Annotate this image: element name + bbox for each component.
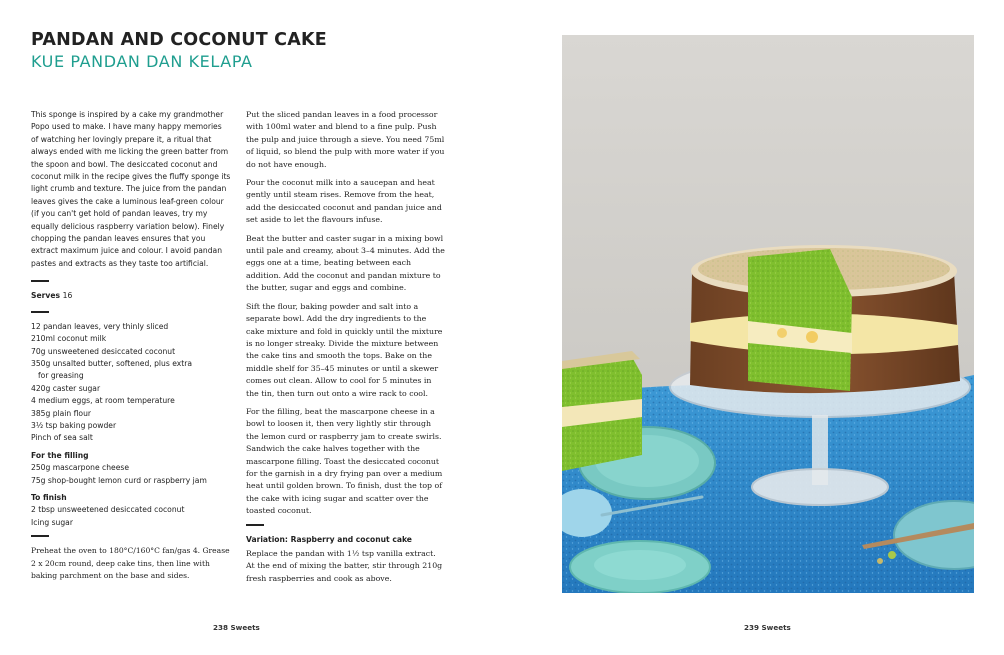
cake-photo — [562, 35, 974, 593]
ingredient-item: for greasing — [38, 371, 84, 381]
left-column — [31, 109, 231, 582]
recipe-subtitle: KUE PANDAN DAN KELAPA — [31, 52, 253, 71]
finish-heading: To finish — [31, 492, 67, 502]
ingredient-item: 4 medium eggs, at room temperature — [31, 396, 175, 406]
ingredient-item: 385g plain flour — [31, 408, 92, 418]
ingredient-item: 3½ tsp baking powder — [31, 420, 117, 430]
serves-line — [31, 290, 231, 302]
divider-rule — [31, 280, 49, 282]
recipe-title: PANDAN AND COCONUT CAKE — [31, 30, 327, 50]
method-step: Preheat the oven to 180°C/160°C fan/gas 4. Grease 2 x 20cm round, deep cake tins, then line with baking parchment on the base and sides. — [31, 546, 230, 580]
right-column — [246, 109, 446, 585]
finish-list — [31, 504, 231, 529]
filling-heading: For the filling — [31, 450, 89, 460]
method-step: Pour the coconut milk into a saucepan and heat gently until steam rises. Remove from the heat, add the desiccated coconut and pandan juice and set aside to let the flavours infuse. — [246, 178, 442, 225]
method-step: Sift the flour, baking powder and salt into a separate bowl. Add the dry ingredients to the cake mixture and fold in quickly until the mixture is no longer streaky. Divide the mixture between the cake tins and smooth the tops. Bake on the middle shelf for 35–45 minutes or until a skewer comes out clean. Allow to cool for 5 minutes in the tin, then turn out onto a wire rack to cool. — [246, 301, 443, 398]
page-number-right: 239 Sweets — [744, 623, 791, 632]
method-step: For the filling, beat the mascarpone cheese in a bowl to loosen it, then very lightly stir through the lemon curd or raspberry jam to create swirls. Sandwich the cake halves together with the mascarpone filling. Toast the desiccated coconut for the garnish in a dry frying pan over a medium heat until golden brown. To finish, dust the top of the cake with icing sugar and scatter over the toasted coconut. — [246, 406, 443, 516]
ingredient-item: 250g mascarpone cheese — [31, 463, 130, 473]
divider-rule — [31, 311, 49, 313]
ingredient-item: 210ml coconut milk — [31, 334, 107, 344]
cake-slice — [562, 351, 642, 471]
method-step: Beat the butter and caster sugar in a mixing bowl until pale and creamy, about 3–4 minutes. Add the eggs one at a time, beating between each addition. Add the coconut and pandan mixture to the butter, sugar and eggs and combine. — [246, 233, 445, 293]
ingredient-item: 420g caster sugar — [31, 383, 101, 393]
cake-stand-base — [752, 469, 888, 505]
intro-paragraph: This sponge is inspired by a cake my grandmother Popo used to make. I have many happy memories of watching her lovingly prepare it, a ritual that always ended with me licking the green batter from the spoon and bowl. The desiccated coconut and coconut milk in the recipe gives the fluffy sponge its light crumb and texture. The juice from the pandan leaves gives the cake a luminous leaf-green colour (if you can't get hold of pandan leaves, try my equally delicious raspberry variation below). Finely chopping the pandan leaves ensures that you extract maximum juice and colour. I avoid pandan pastes and extracts as they taste too artificial. — [31, 110, 231, 268]
ingredient-item: 350g unsalted butter, softened, plus extra — [31, 358, 192, 368]
variation-heading: Variation: Raspberry and coconut cake — [246, 534, 412, 544]
whole-cake — [690, 245, 960, 393]
serves-value: 16 — [62, 291, 73, 301]
divider-rule — [246, 524, 264, 526]
variation-text: Replace the pandan with 1½ tsp vanilla extract. At the end of mixing the batter, stir through 210g fresh raspberries and cook as above. — [246, 549, 443, 583]
ingredient-list — [31, 321, 231, 445]
ingredient-item: Icing sugar — [31, 517, 73, 527]
filling-list — [31, 462, 231, 487]
ingredient-item: 70g unsweetened desiccated coconut — [31, 346, 176, 356]
ingredient-item: 12 pandan leaves, very thinly sliced — [31, 321, 169, 331]
divider-rule — [31, 535, 49, 537]
cake-illustration — [562, 35, 974, 593]
method-step: Put the sliced pandan leaves in a food processor with 100ml water and blend to a fine pulp. Push the pulp and juice through a sieve. You need 75ml of liquid, so blend the pulp with more water if you do not have enough. — [246, 110, 445, 169]
crumb — [888, 551, 896, 559]
crumb — [877, 558, 883, 564]
page-number-left: 238 Sweets — [213, 623, 260, 632]
ingredient-item: 75g shop-bought lemon curd or raspberry jam — [31, 475, 207, 485]
left-page — [0, 0, 500, 655]
ingredient-item: 2 tbsp unsweetened desiccated coconut — [31, 505, 185, 515]
ingredient-item: Pinch of sea salt — [31, 433, 93, 443]
serves-label: Serves — [31, 291, 60, 301]
